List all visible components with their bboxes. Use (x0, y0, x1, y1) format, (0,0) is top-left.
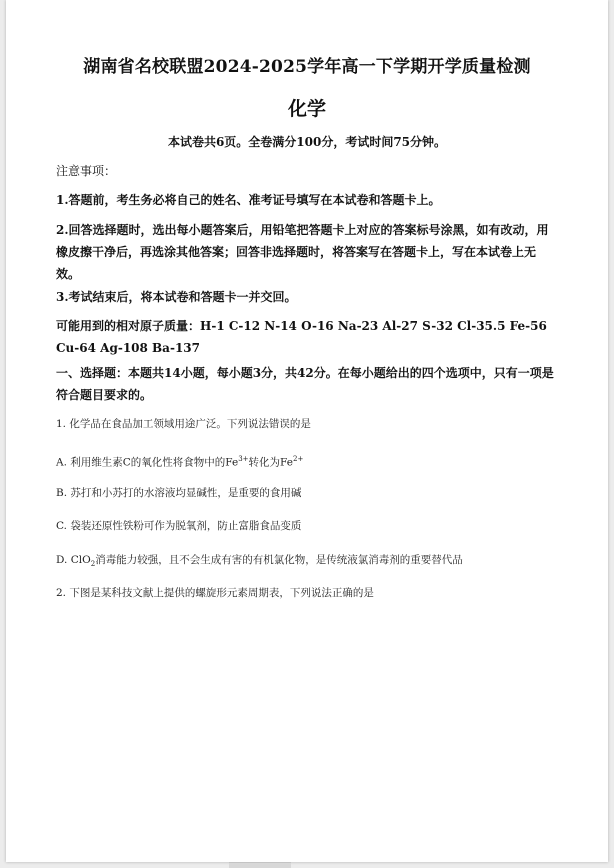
option-d-subscript: 2 (90, 560, 96, 569)
notice-item-3: 3.考试结束后，将本试卷和答题卡一并交回。 (56, 290, 297, 304)
atomic-masses-line-2: Cu-64 Ag-108 Ba-137 (56, 341, 200, 355)
question-1-option-c: C. 袋装还原性铁粉可作为脱氧剂，防止富脂食品变质 (56, 520, 302, 532)
question-1-stem: 1. 化学品在食品加工领域用途广泛。下列说法错误的是 (56, 418, 311, 430)
question-1-option-a (56, 448, 556, 474)
atomic-masses (56, 315, 556, 359)
question-1-option-d (56, 549, 556, 575)
option-a-text-mid: 转化为Fe (248, 456, 293, 469)
option-a-text: A. 利用维生素C的氧化性将食物中的Fe (56, 456, 239, 469)
notice-heading: 注意事项： (56, 164, 117, 178)
option-a-superscript-2: 2+ (292, 455, 304, 463)
option-d-text: D. ClO (56, 554, 91, 566)
page-scroll-tab[interactable] (229, 862, 291, 868)
exam-title: 湖南省名校联盟2024-2025学年高一下学期开学质量检测 (83, 57, 531, 77)
exam-info: 本试卷共6页。全卷满分100分，考试时间75分钟。 (167, 135, 447, 149)
document-page (6, 0, 608, 862)
section-1-heading: 一、选择题：本题共14小题，每小题3分，共42分。在每小题给出的四个选项中，只有一项是符合题目要求的。 (56, 366, 554, 402)
notice-item-1: 1.答题前，考生务必将自己的姓名、准考证号填写在本试卷和答题卡上。 (56, 193, 441, 207)
option-d-text-rest: 消毒能力较强，且不会生成有害的有机氯化物，是传统液氯消毒剂的重要替代品 (95, 554, 463, 566)
question-2-stem: 2. 下图是某科技文献上提供的螺旋形元素周期表，下列说法正确的是 (56, 587, 374, 599)
question-1-option-b: B. 苏打和小苏打的水溶液均显碱性，是重要的食用碱 (56, 487, 302, 499)
option-a-superscript-1: 3+ (238, 455, 249, 463)
notice-item-2: 2.回答选择题时，选出每小题答案后，用铅笔把答题卡上对应的答案标号涂黑，如有改动，用橡皮擦干净后，再选涂其他答案；回答非选择题时，将答案写在答题卡上，写在本试卷上无效。 (56, 223, 549, 281)
atomic-masses-line-1: 可能用到的相对原子质量：H-1 C-12 N-14 O-16 Na-23 Al-27 S-32 Cl-35.5 Fe-56 (56, 319, 547, 333)
subject-title: 化学 (287, 98, 326, 120)
